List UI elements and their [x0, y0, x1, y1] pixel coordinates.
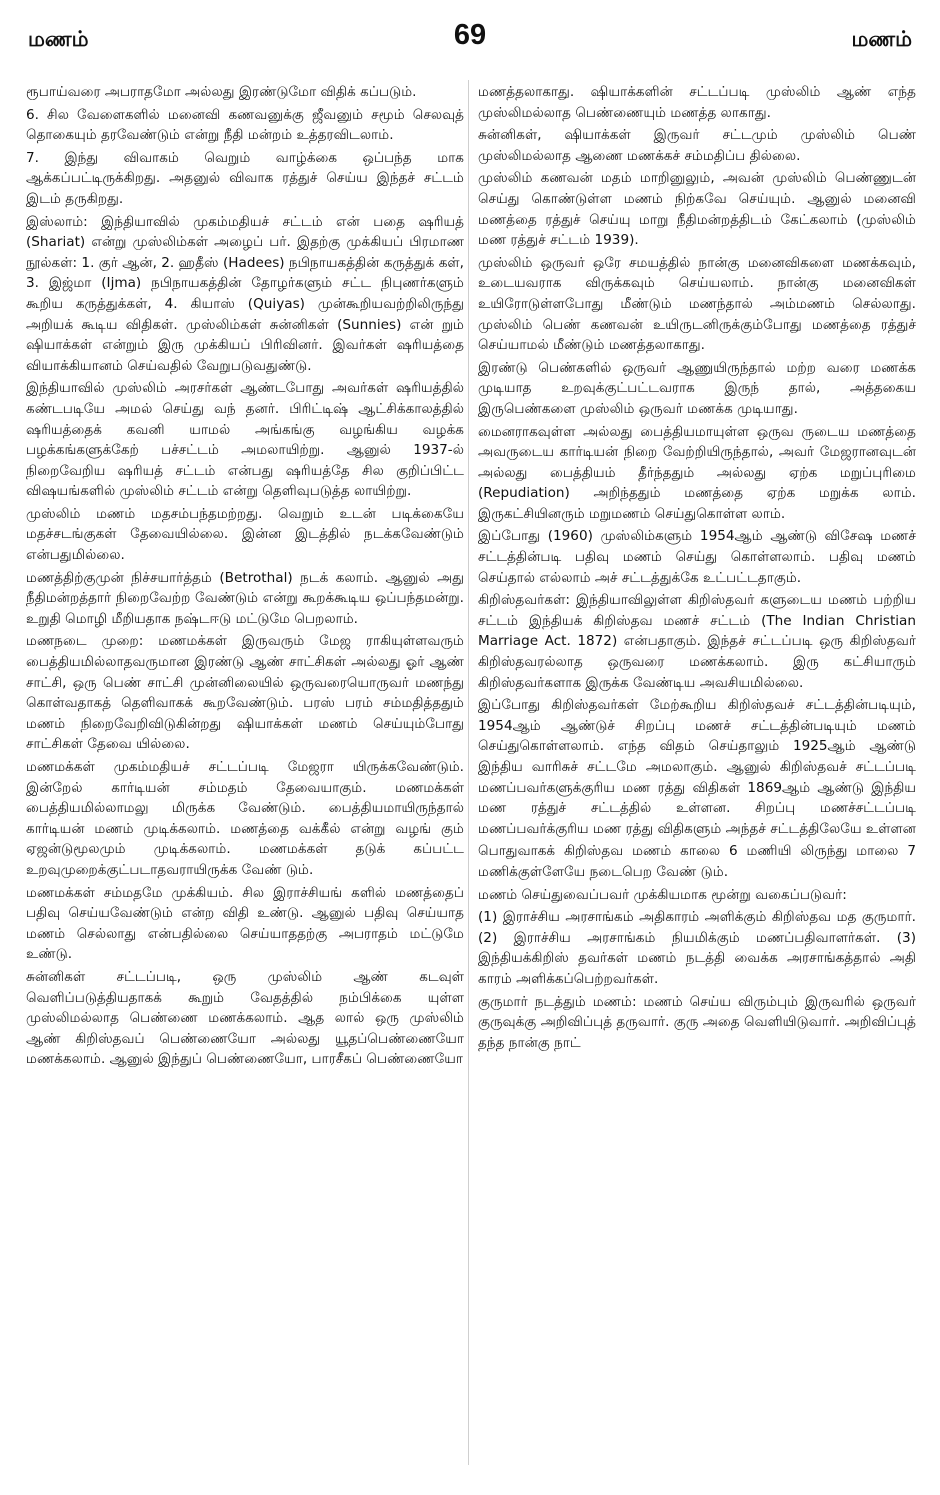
- paragraph: மணமக்கள் சம்மதமே முக்கியம். சில இராச்சியங் களில் மணத்தைப் பதிவு செய்யவேண்டும் என்ற விதி உண்டு. ஆனுல் பதிவு செய்யாத மணம் செல்லாது என்பதில்லை செய்யாததற்கு அபராதம் மட்டுமே உண்டு.: [26, 884, 464, 963]
- paragraph: ரூபாய்வரை அபராதமோ அல்லது இரண்டுமோ விதிக் கப்படும்.: [26, 84, 417, 100]
- running-head-left: மணம்: [28, 27, 89, 51]
- paragraph: முஸ்லிம் மணம் மதசம்பந்தமற்றது. வெறும் உடன் படிக்கையே மதச்சடங்குகள் தேவையில்லை. இன்ன இடத்தில் நடக்கவேண்டும் என்பதுமில்லை.: [26, 505, 464, 564]
- paragraph: இந்தியாவில் முஸ்லிம் அரசர்கள் ஆண்டபோது அவர்கள் ஷரியத்தில் கண்டபடியே அமல் செய்து வந் தனர். பிரிட்டிஷ் ஆட்சிக்காலத்தில் ஷரியத்தைக் கவனி யாமல் அங்கங்கு வழங்கிய வழக்க பழக்கங்களுக்கேற் பச்சட்டம் அமலாயிற்று. ஆனுல் 1937-ல் நிறைவேறிய ஷரியத் சட்டம் என்பது ஷரியத்தே சில குறிப்பிட்ட விஷயங்களில் முஸ்லிம் சட்டம் என்று தெளிவுபடுத்த லாயிற்று.: [26, 380, 464, 500]
- paragraph: மணம் செய்துவைப்பவர் முக்கியமாக மூன்று வகைப்படுவர்:: [478, 886, 847, 903]
- paragraph: குருமார் நடத்தும் மணம்: மணம் செய்ய விரும்பும் இருவரில் ஒருவர் குருவுக்கு அறிவிப்புத் தருவார். குரு அதை வெளியிடுவார். அறிவிப்புத் தந்த நான்கு நாட்: [478, 993, 916, 1051]
- running-head-right: மணம்: [851, 27, 912, 51]
- paragraph: பொதுவாகக் கிறிஸ்தவ மணம் காலை 6 மணியி லிருந்து மாலை 7 மணிக்குள்ளேயே நடைபெற வேண் டும்.: [478, 843, 916, 880]
- paragraph: சுன்னிகள் சட்டப்படி, ஒரு முஸ்லிம் ஆண் கடவுள் வெளிப்படுத்தியதாகக் கூறும் வேதத்தில் நம்பிக்கை யுள்ள முஸ்லிமல்லாத பெண்ணை மணக்கலாம். ஆத லால் ஒரு முஸ்லிம் ஆண் கிறிஸ்தவப் பெண்ணையோ அல்லது யூதப்பெண்ணையோ மணக்கலாம். ஆனுல் இந்துப் பெண்ணையோ, பாரசீகப் பெண்ணையோ: [26, 968, 464, 1068]
- paragraph: இப்போது கிறிஸ்தவர்கள் மேற்கூறிய கிறிஸ்தவச் சட்டத்தின்படியும், 1954ஆம் ஆண்டுச் சிறப்பு மணச் சட்டத்தின்படியும் மணம் செய்துகொள்ளலாம். எந்த விதம் செய்தாலும் 1925ஆம் ஆண்டு இந்திய வாரிசுச் சட்டமே அமலாகும். ஆனுல் கிறிஸ்தவச் சட்டப்படி மணப்பவர்களுக்குரிய மண ரத்து விதிகள் 1869ஆம் ஆண்டு இந்திய மண ரத்துச் சட்டத்தில் உள்ளன. சிறப்பு மணச்சட்டப்படி மணப்பவர்க்குரிய மண ரத்து விதிகளும் அந்தச் சட்டத்திலேயே உள்ளன: [478, 697, 916, 837]
- column-divider: [468, 80, 469, 1465]
- paragraph: மணத்தலாகாது. ஷியாக்களின் சட்டப்படி முஸ்லிம் ஆண் எந்த முஸ்லிமல்லாத பெண்ணையும் மணத்த லாகாது.: [478, 84, 916, 121]
- paragraph: 6. சில வேளைகளில் மனைவி கணவனுக்கு ஜீவனும் சமூம் செலவுத் தொகையும் தரவேண்டும் என்று நீதி மன்றம் உத்தரவிடலாம்.: [26, 106, 464, 144]
- paragraph: கிறிஸ்தவர்கள்: இந்தியாவிலுள்ள கிறிஸ்தவர் களுடைய மணம் பற்றிய சட்டம் இந்தியக் கிறிஸ்தவ மணச் சட்டம் (The Indian Christian Marriage Act. 1872) என்பதாகும். இந்தச் சட்டப்படி ஒரு கிறிஸ்தவர் கிறிஸ்தவரல்லாத ஒருவரை மணக்கலாம். இரு கட்சியாரும் கிறிஸ்தவர்களாக இருக்க வேண்டிய அவசியமில்லை.: [478, 592, 916, 691]
- paragraph: முஸ்லிம் கணவன் மதம் மாறினுலும், அவன் முஸ்லிம் பெண்ணுடன் செய்து கொண்டுள்ள மணம் நிற்கவே செய்யும். ஆனுல் மனைவி மணத்தை ரத்துச் செய்யு மாறு நீதிமன்றத்திடம் கேட்கலாம் (முஸ்லிம் மண ரத்துச் சட்டம் 1939).: [478, 170, 916, 249]
- paragraph: 7. இந்து விவாகம் வெறும் வாழ்க்கை ஒப்பந்த மாக ஆக்கப்பட்டிருக்கிறது. அதனுல் விவாக ரத்துச் செய்ய இந்தச் சட்டம் இடம் தருகிறது.: [26, 149, 464, 207]
- page-number: 69: [453, 19, 487, 51]
- paragraph: மணத்திற்குமுன் நிச்சயார்த்தம் (Betrothal) நடக் கலாம். ஆனுல் அது நீதிமன்றத்தார் நிறைவேற்ற வேண்டும் என்று கூறக்கூடிய ஒப்பந்தமன்று. உறுதி மொழி மீறியதாக நஷ்டஈடு மட்டுமே பெறலாம்.: [26, 569, 464, 627]
- paragraph: இஸ்லாம்: இந்தியாவில் முகம்மதியச் சட்டம் என் பதை ஷரியத் (Shariat) என்று முஸ்லிம்கள் அழைப் பர். இதற்கு முக்கியப் பிரமாண நூல்கள்: 1. குர் ஆன், 2. ஹதீஸ் (Hadees) நபிநாயகத்தின் கருத்துக் கள், 3. இஜ்மா (Ijma) நபிநாயகத்தின் தோழர்களும் சட்ட நிபுணர்களும் கூறிய கருத்துக்கள், 4. கியாஸ் (Quiyas) முன்கூறியவற்றிலிருந்து அறியக் கூடிய விதிகள். முஸ்லிம்கள் சுன்னிகள் (Sunnies) என் றும் ஷியாக்கள் என்றும் இரு முக்கியப் பிரிவினர். இவர்கள் ஷரியத்தை வியாக்கியானம் செய்வதில் வேறுபடுவதுண்டு.: [26, 213, 464, 374]
- left-column: [26, 82, 464, 1072]
- paragraph: சுன்னிகள், ஷியாக்கள் இருவர் சட்டமும் முஸ்லிம் பெண் முஸ்லிமல்லாத ஆணை மணக்கச் சம்மதிப்ப தில்லை.: [478, 127, 916, 164]
- right-column: [478, 82, 916, 1055]
- paragraph: இப்போது (1960) முஸ்லிம்களும் 1954ஆம் ஆண்டு விசேஷ மணச் சட்டத்தின்படி பதிவு மணம் செய்து கொள்ளலாம். பதிவு மணம் செய்தால் எல்லாம் அச் சட்டத்துக்கே உட்பட்டதாகும்.: [478, 528, 916, 586]
- paragraph: முஸ்லிம் ஒருவர் ஒரே சமயத்தில் நான்கு மனைவிகளை மணக்கவும், உடையவராக விருக்கவும் செய்யலாம். நான்கு மனைவிகள் உயிரோடுள்ளபோது மீண்டும் மணந்தால் அம்மணம் செல்லாது. முஸ்லிம் பெண் கணவன் உயிருடனிருக்கும்போது மணத்தை ரத்துச் செய்யாமல் மீண்டும் மணத்தலாகாது.: [478, 254, 916, 354]
- paragraph: (1) இராச்சிய அரசாங்கம் அதிகாரம் அளிக்கும் கிறிஸ்தவ மத குருமார். (2) இராச்சிய அரசாங்கம் நியமிக்கும் மணப்பதிவாளர்கள். (3) இந்தியக்கிறிஸ் தவர்கள் மணம் நடத்தி வைக்க அரசாங்கத்தால் அதி காரம் அளிக்கப்பெற்றவர்கள்.: [478, 909, 916, 987]
- paragraph: மைனராகவுள்ள அல்லது பைத்தியமாயுள்ள ஒருவ ருடைய மணத்தை அவருடைய கார்டியன் நிறை வேற்றியிருந்தால், அவர் மேஜரானவுடன் அல்லது பைத்தியம் தீர்ந்ததும் அல்லது ஏற்க மறுப்புரிமை (Repudiation) அறிந்ததும் மணத்தை ஏற்க மறுக்க லாம். இருகட்சியினரும் மறுமணம் செய்துகொள்ள லாம்.: [478, 423, 916, 522]
- paragraph: மணமக்கள் முகம்மதியச் சட்டப்படி மேஜரா யிருக்கவேண்டும். இன்றேல் கார்டியன் சம்மதம் தேவையாகும். மணமக்கள் பைத்தியமில்லாமலு மிருக்க வேண்டும். பைத்தியமாயிருந்தால் கார்டியன் மணம் முடிக்கலாம். மணத்தை வக்கீல் என்று வழங் கும் ஏஜன்டுமூலமும் முடிக்கலாம். மணமக்கள் தடுக் கப்பட்ட உறவுமுறைக்குட்படாதவராயிருக்க வேண் டும்.: [26, 759, 464, 878]
- paragraph: இரண்டு பெண்களில் ஒருவர் ஆணுயிருந்தால் மற்ற வரை மணக்க முடியாத உறவுக்குட்பட்டவராக இருந் தால், அத்தகைய இருபெண்களை முஸ்லிம் ஒருவர் மணக்க முடியாது.: [478, 359, 916, 417]
- paragraph: மணநடை முறை: மணமக்கள் இருவரும் மேஜ ராகியுள்ளவரும் பைத்தியமில்லாதவருமான இரண்டு ஆண் சாட்சிகள் அல்லது ஓர் ஆண் சாட்சி, ஒரு பெண் சாட்சி முன்னிலையில் ஒருவரையொருவர் மணந்து கொள்வதாகத் தெளிவாகக் கூறவேண்டும். பரஸ் பரம் சம்மதித்ததும் மணம் நிறைவேறிவிடுகின்றது ஷியாக்கள் மணம் செய்யும்போது சாட்சிகள் தேவை யில்லை.: [26, 633, 464, 753]
